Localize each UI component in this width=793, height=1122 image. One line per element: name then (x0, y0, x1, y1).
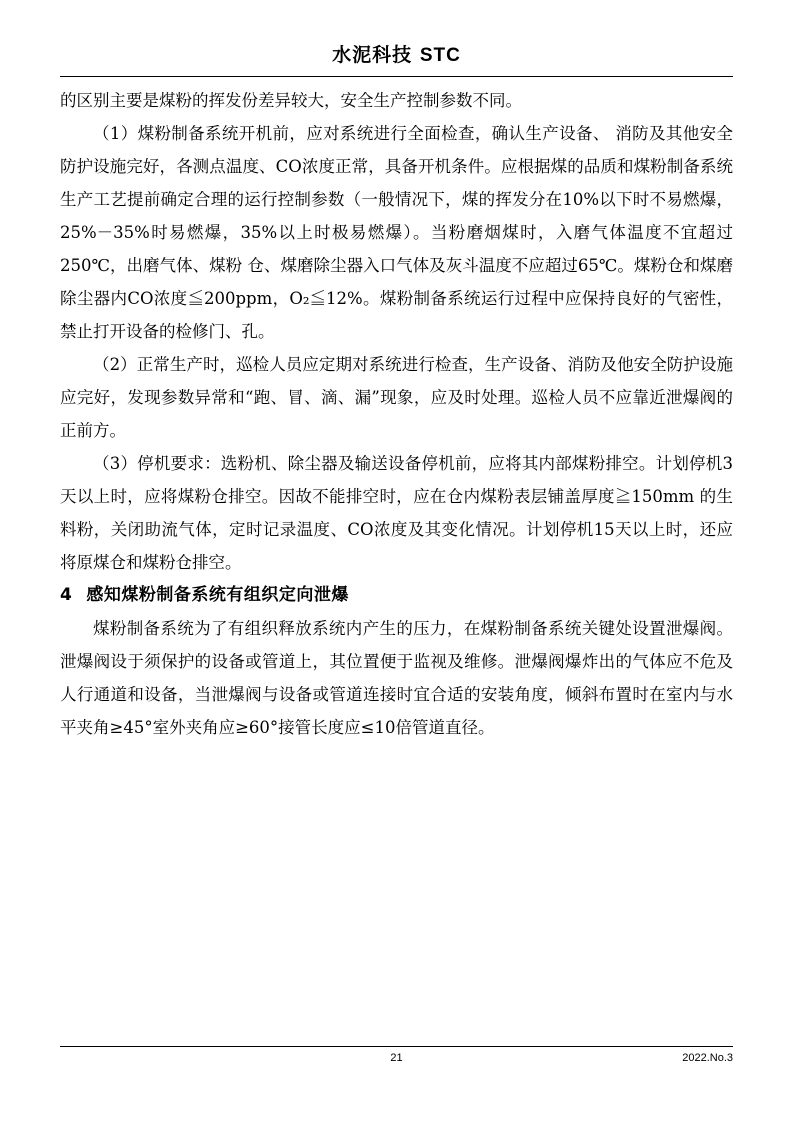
footer-divider (60, 1046, 733, 1047)
issue-label: 2022.No.3 (682, 1052, 733, 1064)
section-number: 4 (60, 585, 73, 605)
paragraph-item-2: （2）正常生产时，巡检人员应定期对系统进行检查，生产设备、消防及他安全防护设施应完好，发现参数异常和“跑、冒、滴、漏”现象，应及时处理。巡检人员不应靠近泄爆阀的正前方。 (60, 355, 733, 440)
page-footer (60, 1052, 733, 1072)
paragraph-item-1: （1）煤粉制备系统开机前，应对系统进行全面检查，确认生产设备、 消防及其他安全防护设施完好，各测点温度、CO浓度正常，具备开机条件。应根据煤的品质和煤粉制备系统生产工艺提前确定合理的运行控制参数（一般情况下，煤的挥发分在10%以下时不易燃爆，25%－35%时易燃爆，35%以上时极易燃爆）。当粉磨烟煤时，入磨气体温度不宜超过 250℃，出磨气体、煤粉 仓、煤磨除尘器入口气体及灰斗温度不应超过65℃。煤粉仓和煤磨除尘器内CO浓度≦200ppm，O₂≦12%。煤粉制备系统运行过程中应保持良好的气密性，禁止打开设备的检修门、孔。 (60, 124, 733, 341)
page-header (60, 40, 733, 67)
page-number: 21 (390, 1052, 403, 1064)
paragraph-section-4-body: 煤粉制备系统为了有组织释放系统内产生的压力，在煤粉制备系统关键处设置泄爆阀。泄爆阀设于须保护的设备或管道上，其位置便于监视及维修。泄爆阀爆炸出的气体应不危及人行通道和设备，当泄爆阀与设备或管道连接时宜合适的安装角度，倾斜布置时在室内与水平夹角≥45°室外夹角应≥60°接管长度应≤10倍管道直径。 (60, 619, 733, 737)
section-heading-4 (60, 579, 733, 612)
journal-title-cn: 水泥科技 (332, 44, 413, 66)
section-title: 感知煤粉制备系统有组织定向泄爆 (86, 585, 349, 605)
paragraph-item-3: （3）停机要求：选粉机、除尘器及输送设备停机前，应将其内部煤粉排空。计划停机3 天以上时，应将煤粉仓排空。因故不能排空时，应在仓内煤粉表层铺盖厚度≧150mm 的生料粉，关闭助流气体，定时记录温度、CO浓度及其变化情况。计划停机15天以上时，还应将原煤仓和煤粉仓排空。 (60, 454, 733, 572)
journal-title-en: STC (419, 45, 461, 66)
header-divider (60, 76, 733, 77)
paragraph-continued: 的区别主要是煤粉的挥发份差异较大，安全生产控制参数不同。 (60, 91, 522, 110)
page-body (60, 84, 733, 744)
